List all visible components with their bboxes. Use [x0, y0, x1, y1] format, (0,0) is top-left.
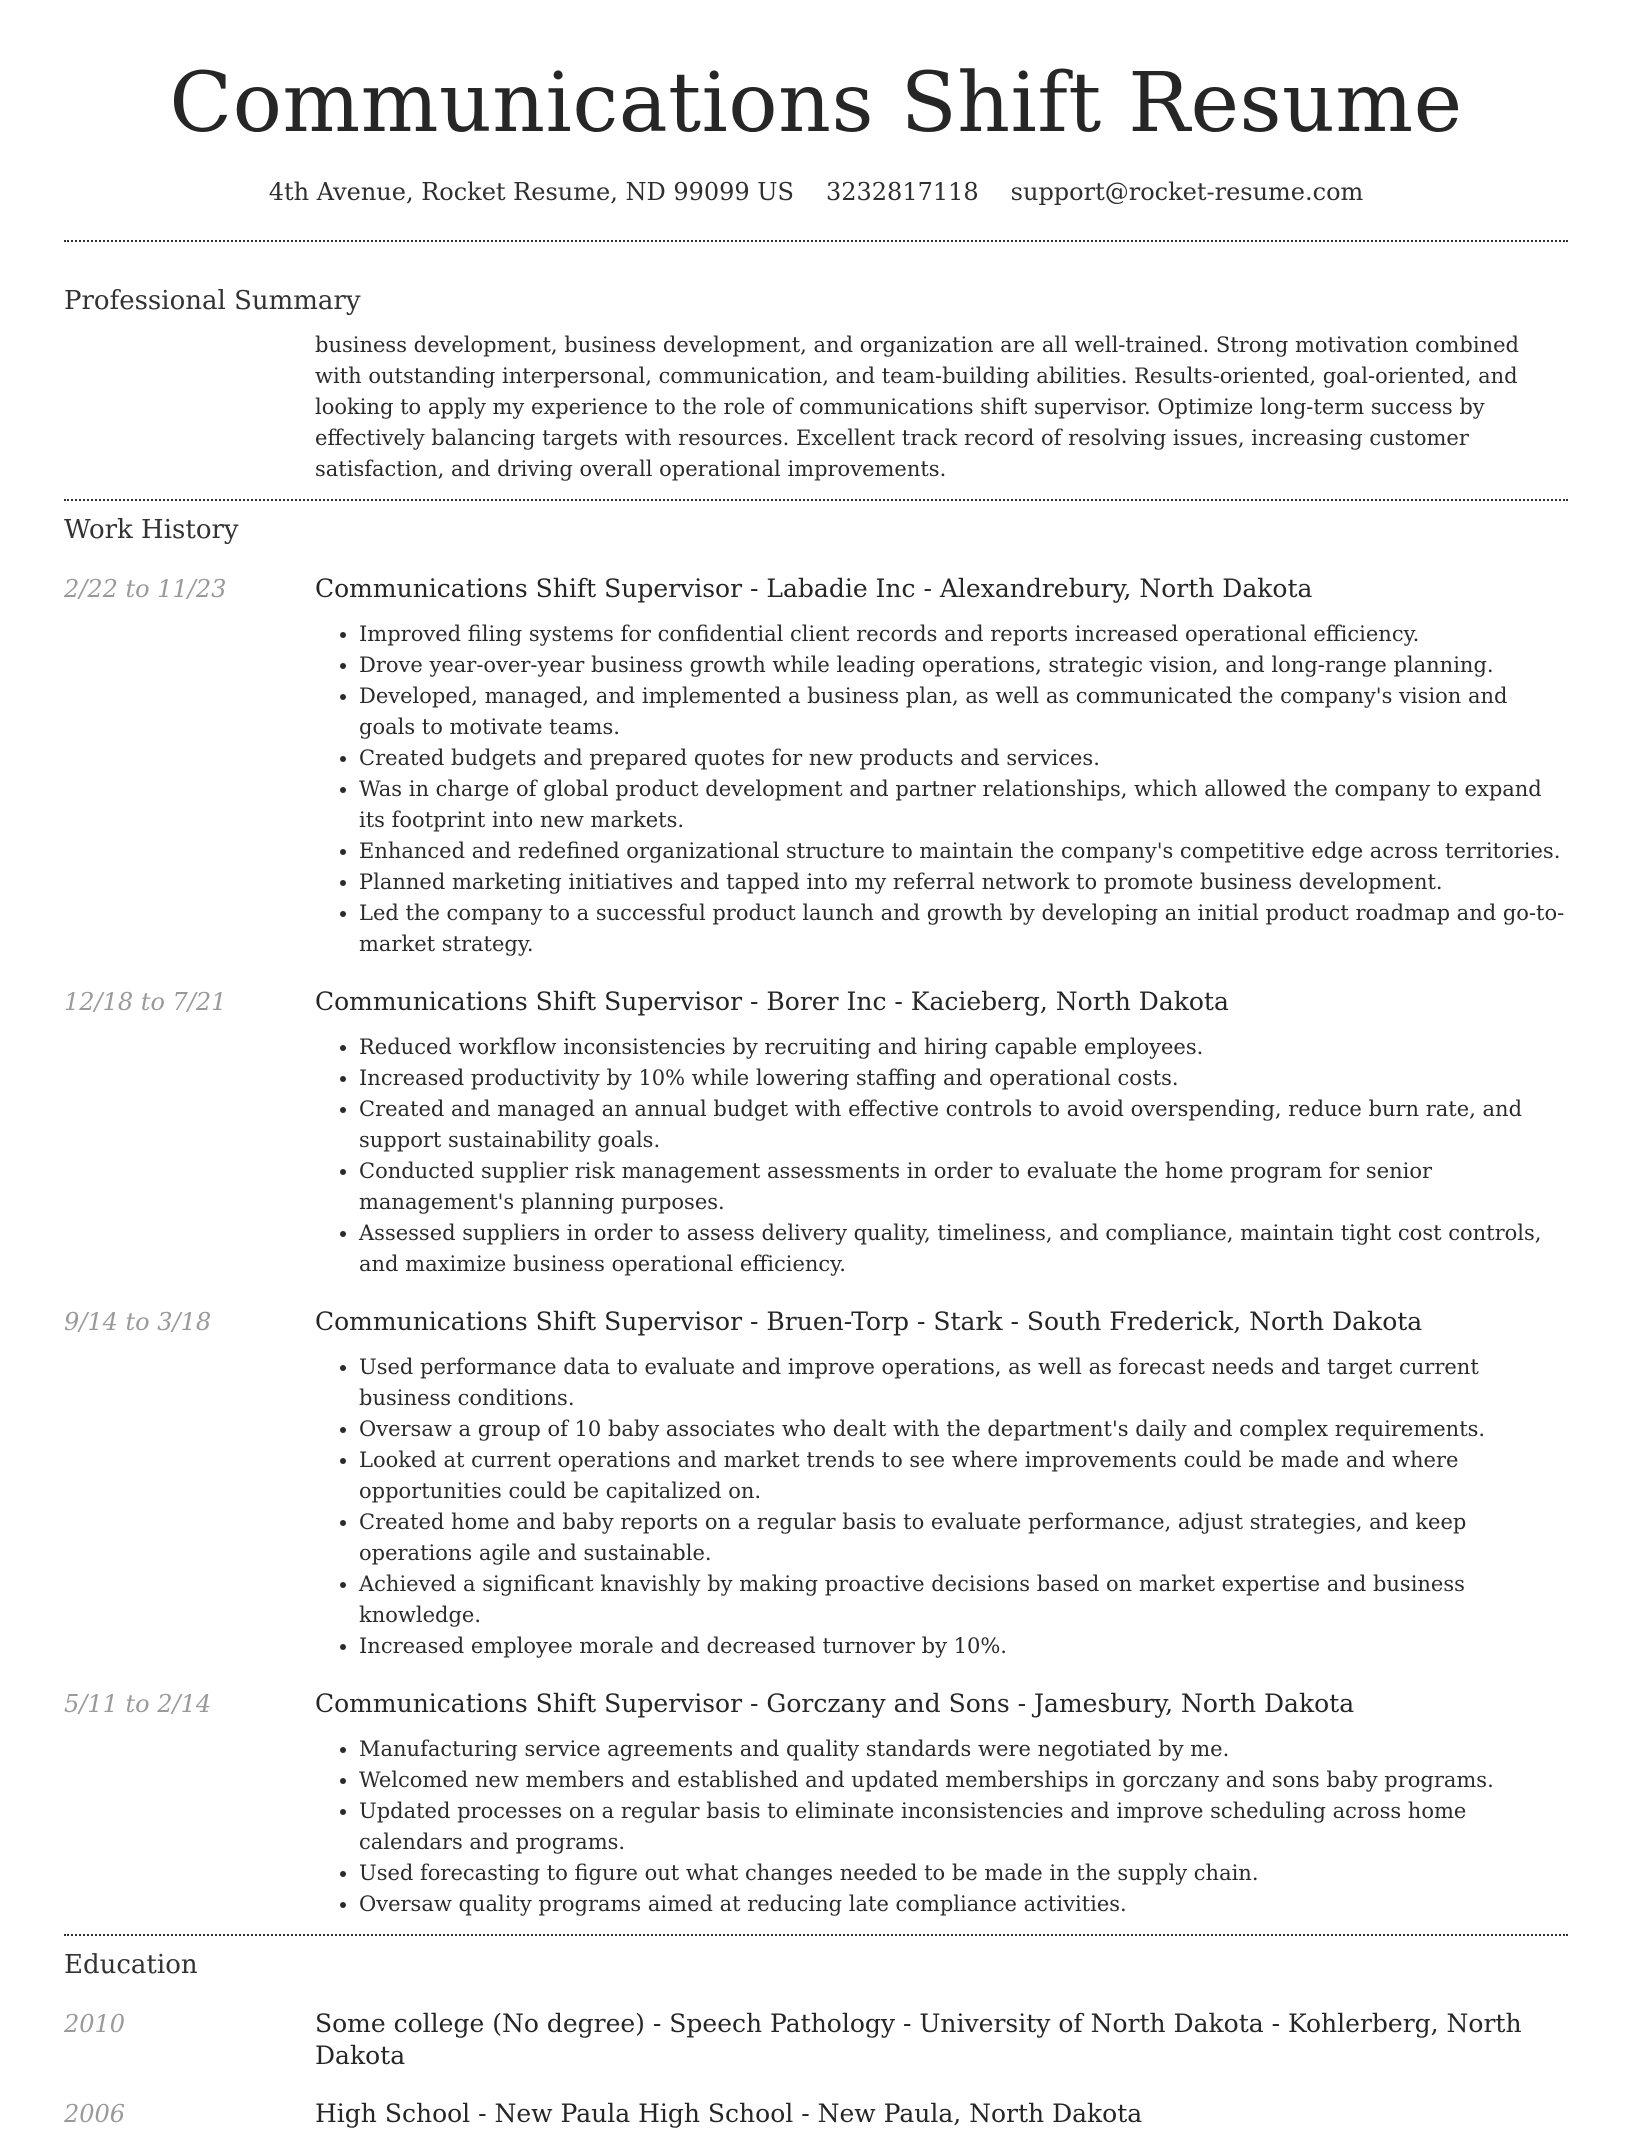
job-dates: 5/11 to 2/14	[64, 1690, 212, 1718]
job-bullet: • Welcomed new members and established and updated memberships in gorczany and sons baby programs.	[359, 1765, 1568, 1796]
work-divider	[64, 1934, 1568, 1936]
job-bullet: • Increased employee morale and decreased turnover by 10%.	[359, 1631, 1568, 1662]
job-dates: 2/22 to 11/23	[64, 575, 227, 603]
job-bullet: • Developed, managed, and implemented a business plan, as well as communicated the company's vision and goals to motivate teams.	[359, 681, 1568, 743]
job-bullet: • Updated processes on a regular basis to eliminate inconsistencies and improve scheduling across home calendars and programs.	[359, 1796, 1568, 1858]
job-bullet: • Achieved a significant knavishly by making proactive decisions based on market expertise and business knowledge.	[359, 1569, 1568, 1631]
job-dates: 12/18 to 7/21	[64, 988, 227, 1016]
contact-address: 4th Avenue, Rocket Resume, ND 99099 US	[268, 178, 794, 206]
contact-phone: 3232817118	[825, 178, 979, 206]
job-bullet: • Assessed suppliers in order to assess delivery quality, timeliness, and compliance, maintain tight cost controls, and maximize business operational efficiency.	[359, 1218, 1568, 1280]
job-bullet: • Improved filing systems for confidential client records and reports increased operational efficiency.	[359, 619, 1568, 650]
job-bullet: • Created and managed an annual budget with effective controls to avoid overspending, reduce burn rate, and support sustainability goals.	[359, 1094, 1568, 1156]
job-bullet: • Looked at current operations and market trends to see where improvements could be made and where opportunities could be capitalized on.	[359, 1445, 1568, 1507]
job-bullet: • Manufacturing service agreements and quality standards were negotiated by me.	[359, 1734, 1568, 1765]
resume-page	[64, 0, 1568, 2130]
header-divider	[64, 240, 1568, 242]
summary-heading: Professional Summary	[64, 286, 361, 316]
job-bullet: • Led the company to a successful product launch and growth by developing an initial product roadmap and go-to-market strategy.	[359, 898, 1568, 960]
job-bullet: • Was in charge of global product development and partner relationships, which allowed the company to expand its footprint into new markets.	[359, 774, 1568, 836]
summary-divider	[64, 499, 1568, 501]
job-bullet: • Used performance data to evaluate and improve operations, as well as forecast needs and target current business conditions.	[359, 1352, 1568, 1414]
education-heading: Education	[64, 1950, 198, 1980]
job-title: Communications Shift Supervisor - Labadie Inc - Alexandrebury, North Dakota	[315, 574, 1313, 603]
contact-email: support@rocket-resume.com	[1010, 178, 1364, 206]
job-bullet: • Drove year-over-year business growth while leading operations, strategic vision, and long-range planning.	[359, 650, 1568, 681]
job-entry	[64, 986, 1568, 1280]
resume-name: Communications Shift Resume	[169, 56, 1463, 151]
job-bullets	[315, 1032, 1568, 1280]
education-year: 2010	[64, 2010, 126, 2038]
work-history-heading: Work History	[64, 515, 239, 545]
education-detail: High School - New Paula High School - New Paula, North Dakota	[315, 2099, 1143, 2128]
education-entry	[64, 2008, 1568, 2072]
summary-row	[64, 318, 1568, 499]
job-bullets	[315, 1352, 1568, 1662]
job-entry	[64, 1688, 1568, 1920]
contact-line	[64, 178, 1568, 206]
job-bullet: • Reduced workflow inconsistencies by recruiting and hiring capable employees.	[359, 1032, 1568, 1063]
education-detail: Some college (No degree) - Speech Pathology - University of North Dakota - Kohlerberg, North Dakota	[315, 2009, 1522, 2070]
job-bullet: • Created home and baby reports on a regular basis to evaluate performance, adjust strategies, and keep operations agile and sustainable.	[359, 1507, 1568, 1569]
job-bullet: • Planned marketing initiatives and tapped into my referral network to promote business development.	[359, 867, 1568, 898]
job-bullet: • Oversaw a group of 10 baby associates who dealt with the department's daily and complex requirements.	[359, 1414, 1568, 1445]
job-bullet: • Enhanced and redefined organizational structure to maintain the company's competitive edge across territories.	[359, 836, 1568, 867]
job-bullet: • Oversaw quality programs aimed at reducing late compliance activities.	[359, 1889, 1568, 1920]
job-bullets	[315, 1734, 1568, 1920]
job-dates: 9/14 to 3/18	[64, 1308, 212, 1336]
job-title: Communications Shift Supervisor - Borer Inc - Kacieberg, North Dakota	[315, 987, 1229, 1016]
education-year: 2006	[64, 2100, 126, 2128]
job-bullets	[315, 619, 1568, 960]
job-bullet: • Used forecasting to figure out what changes needed to be made in the supply chain.	[359, 1858, 1568, 1889]
summary-text: business development, business development, and organization are all well-trained. Strong motivation combined with outstanding interpersonal, communication, and team-building abilities. Results-oriented, goal-oriented, and looking to apply my experience to the role of communications shift supervisor. Optimize long-term success by effectively balancing targets with resources. Excellent track record of resolving issues, increasing customer satisfaction, and driving overall operational improvements.	[315, 333, 1519, 481]
job-bullet: • Conducted supplier risk management assessments in order to evaluate the home program for senior management's planning purposes.	[359, 1156, 1568, 1218]
job-title: Communications Shift Supervisor - Gorczany and Sons - Jamesbury, North Dakota	[315, 1689, 1355, 1718]
job-entry	[64, 573, 1568, 960]
job-title: Communications Shift Supervisor - Bruen-Torp - Stark - South Frederick, North Dakota	[315, 1307, 1423, 1336]
job-entry	[64, 1306, 1568, 1662]
job-bullet: • Created budgets and prepared quotes for new products and services.	[359, 743, 1568, 774]
job-bullet: • Increased productivity by 10% while lowering staffing and operational costs.	[359, 1063, 1568, 1094]
education-entry	[64, 2098, 1568, 2130]
job-list	[64, 573, 1568, 1920]
